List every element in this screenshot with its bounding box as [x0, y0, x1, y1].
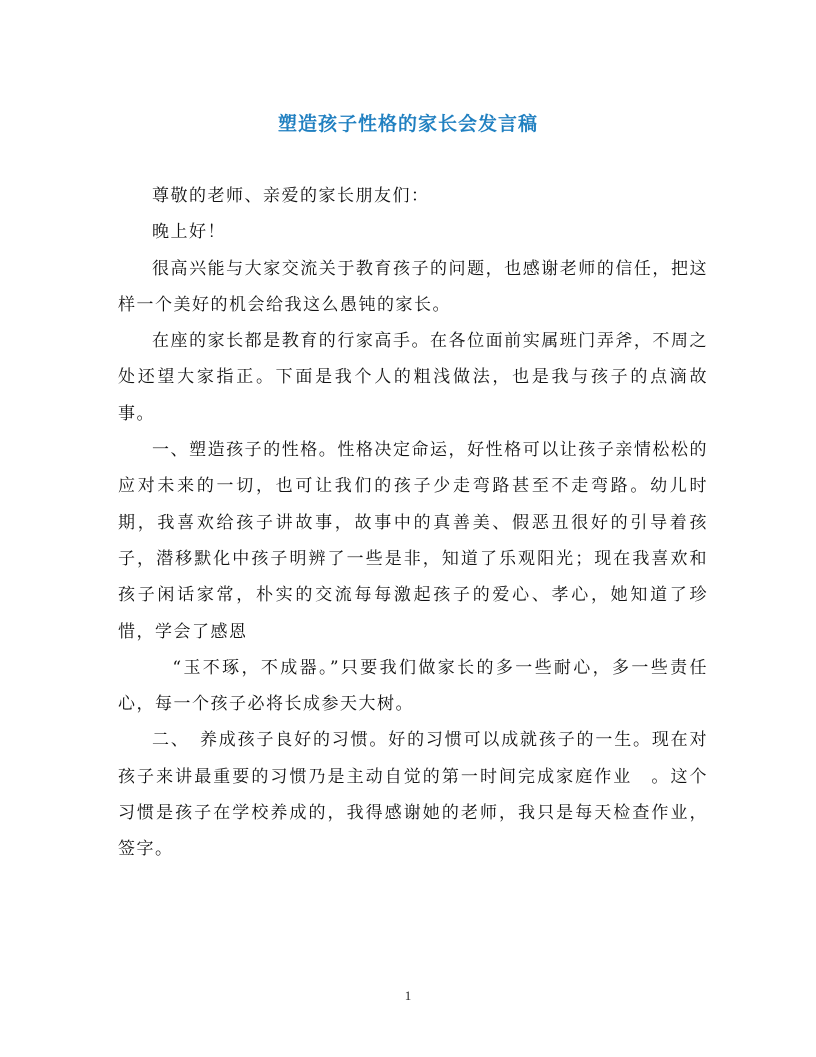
document-title: 塑造孩子性格的家长会发言稿 — [277, 113, 538, 135]
intro-paragraph: 很高兴能与大家交流关于教育孩子的问题，也感谢老师的信任，把这样一个美好的机会给我这么愚钝的家长。 — [118, 258, 708, 315]
page-number: 1 — [404, 988, 412, 1003]
document-body — [118, 178, 708, 868]
habits-section-paragraph: 二、 养成孩子良好的习惯。好的习惯可以成就孩子的一生。现在对孩子来讲最重要的习惯乃是主动自觉的第一时间完成家庭作业 。这个习惯是孩子在学校养成的，我得感谢她的老师，我只是每天检查作业，签字。 — [118, 730, 708, 860]
character-section-paragraph: 一、塑造孩子的性格。性格决定命运，好性格可以让孩子亲情松松的应对未来的一切，也可让我们的孩子少走弯路甚至不走弯路。幼儿时期，我喜欢给孩子讲故事，故事中的真善美、假恶丑很好的引导着孩子，潜移默化中孩子明辨了一些是非，知道了乐观阳光；现在我喜欢和孩子闲话家常，朴实的交流每每激起孩子的爱心、孝心，她知道了珍惜，学会了感恩 — [118, 440, 708, 642]
salutation-paragraph: 尊敬的老师、亲爱的家长朋友们： — [152, 186, 430, 206]
quote-paragraph: “玉不琢，不成器。”只要我们做家长的多一些耐心，多一些责任心，每一个孩子必将长成参天大树。 — [118, 657, 708, 715]
greeting-paragraph: 晚上好！ — [152, 222, 226, 243]
humility-paragraph: 在座的家长都是教育的行家高手。在各位面前实属班门弄斧，不周之处还望大家指正。下面是我个人的粗浅做法，也是我与孩子的点滴故事。 — [118, 331, 708, 424]
